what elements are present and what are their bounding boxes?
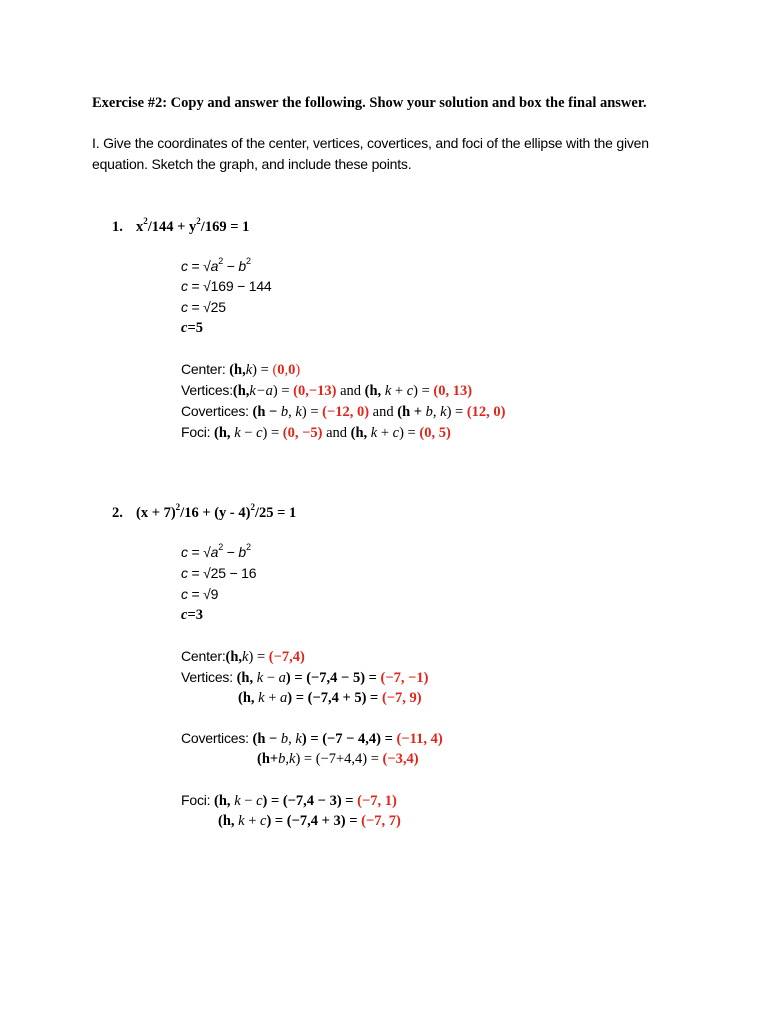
problem-1-step-2: c = √169 − 144: [181, 278, 272, 294]
problem-2-vertices-1: Vertices: (h, k − a) = (−7,4 − 5) = (−7, −1): [181, 669, 429, 686]
problem-1-foci: Foci: (h, k − c) = (0, −5) and (h, k + c) = (0, 5): [181, 424, 451, 441]
problem-1-step-3: c = √25: [181, 299, 226, 315]
problem-2-number: 2.: [112, 505, 123, 521]
problem-2-covertices-1: Covertices: (h − b, k) = (−7 − 4,4) = (−11, 4): [181, 730, 443, 747]
problem-1-covertices: Covertices: (h − b, k) = (−12, 0) and (h + b, k) = (12, 0): [181, 403, 506, 420]
problem-2-foci-1: Foci: (h, k − c) = (−7,4 − 3) = (−7, 1): [181, 792, 397, 809]
problem-2-step-2: c = √25 − 16: [181, 565, 257, 581]
problem-2-center: Center:(h,k) = (−7,4): [181, 648, 305, 665]
problem-1-step-1: $c = √a^2 - b^2$: [181, 256, 251, 274]
problem-1-equation: $x^2/144 + y^2/169 = 1$: [136, 216, 250, 235]
instruction-line-1: I. Give the coordinates of the center, vertices, covertices, and foci of the ellipse with the given: [92, 135, 649, 151]
problem-2-result: c=3: [181, 607, 203, 623]
problem-1-vertices: Vertices:(h,k−a) = (0,−13) and (h, k + c) = (0, 13): [181, 382, 473, 399]
problem-1-number: 1.: [112, 219, 123, 235]
problem-2-foci-2: (h, k + c) = (−7,4 + 3) = (−7, 7): [218, 813, 401, 829]
problem-2-equation: $(x + 7)^2/16 + (y - 4)^2/25 = 1$: [136, 502, 297, 521]
instruction-line-2: equation. Sketch the graph, and include these points.: [92, 156, 412, 172]
exercise-title: Exercise #2: Copy and answer the following. Show your solution and box the final answer.: [92, 95, 647, 111]
problem-1-result: c=5: [181, 320, 203, 336]
problem-2-vertices-2: (h, k + a) = (−7,4 + 5) = (−7, 9): [238, 690, 422, 706]
problem-2-step-1: $c = √a^2 - b^2$: [181, 542, 251, 560]
problem-1-center: Center: (h,k) = (0,0): [181, 361, 301, 378]
problem-2-covertices-2: (h+b,k) = (−7+4,4) = (−3,4): [257, 751, 419, 767]
problem-2-step-3: c = √9: [181, 586, 219, 602]
